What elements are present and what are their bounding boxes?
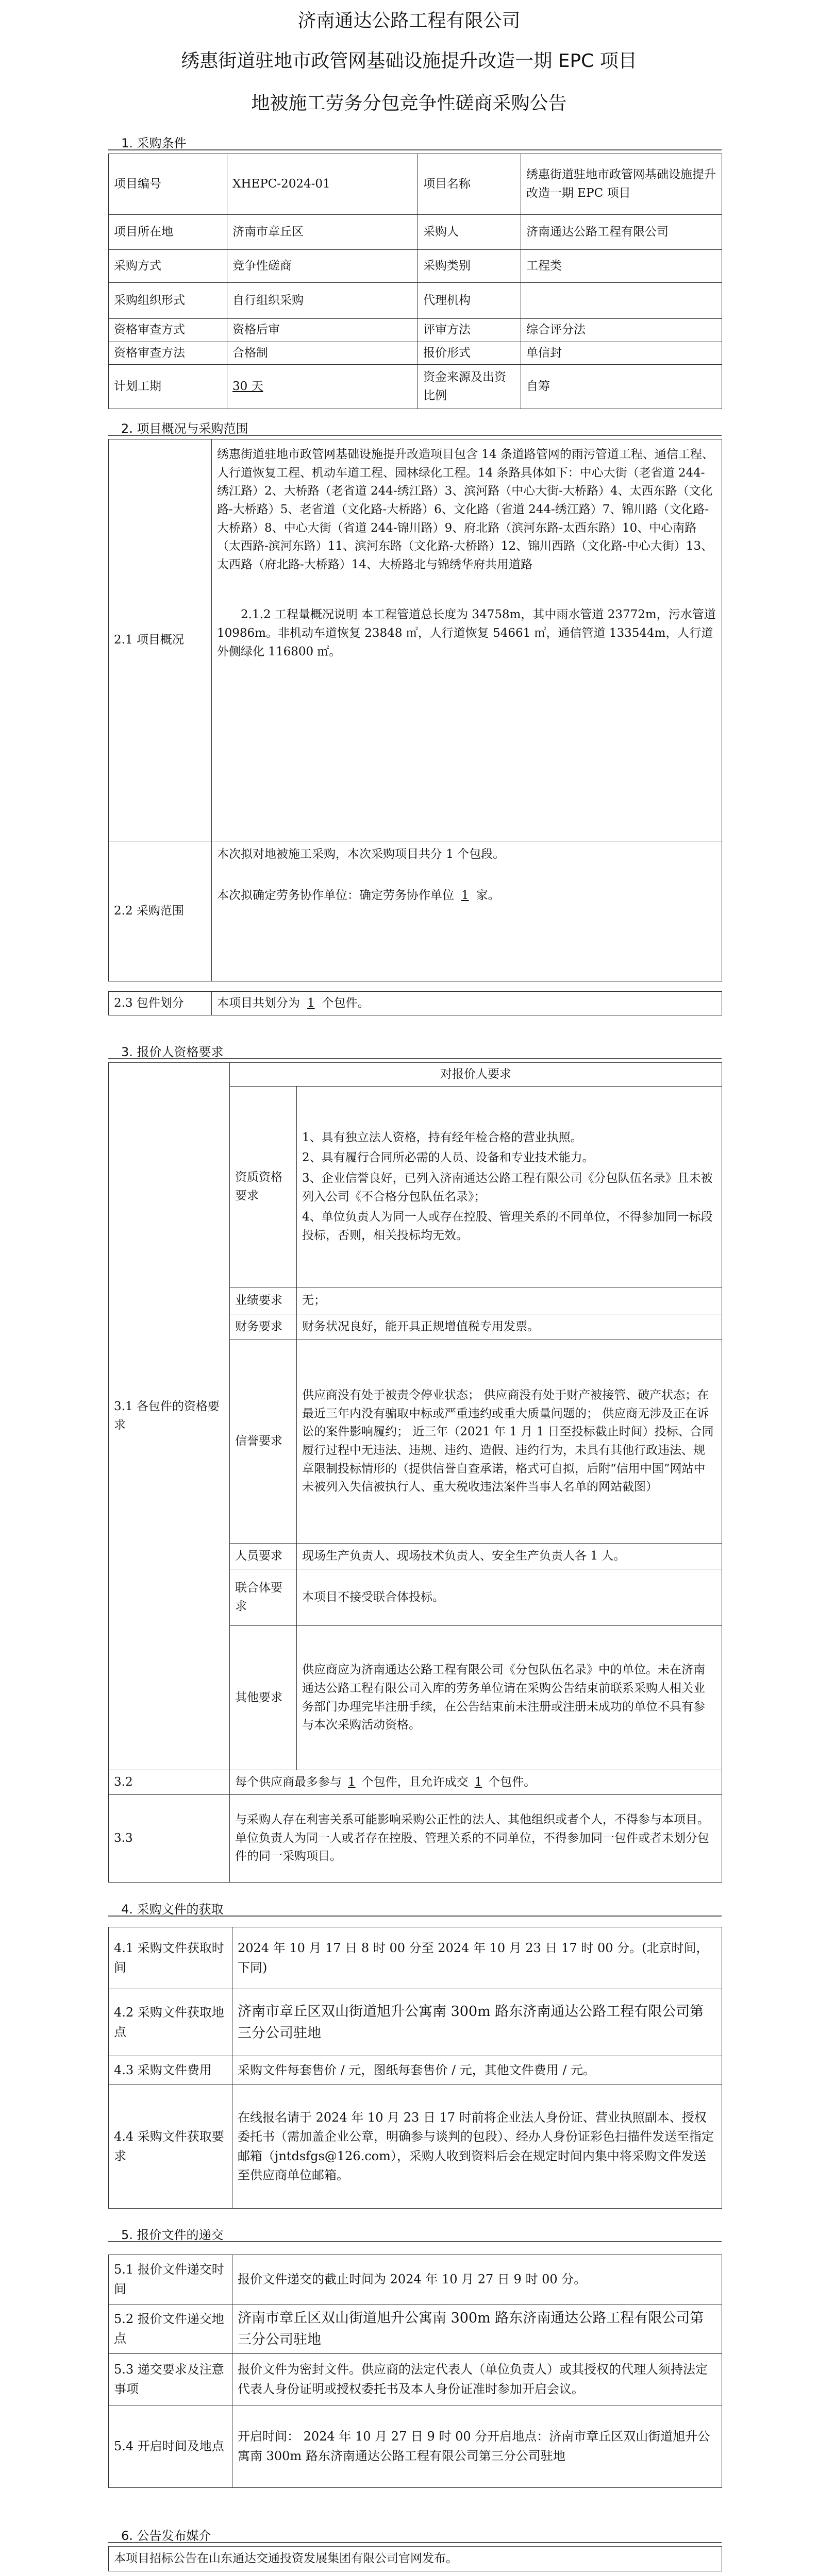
section-4-heading: 4. 采购文件的获取 [121,1902,224,1917]
requirement-key: 联合体要求 [230,1569,297,1626]
cell-label: 项目所在地 [109,215,227,250]
cell-label: 采购组织形式 [109,283,227,319]
row-label: 3.3 [109,1795,230,1883]
project-title: 绣惠街道驻地市政管网基础设施提升改造一期 EPC 项目 [181,50,637,72]
qualification-table [108,1062,722,1883]
cell-label: 代理机构 [418,283,521,319]
cell-label: 计划工期 [109,365,227,409]
cell-value: 济南通达公路工程有限公司 [521,215,722,250]
scope-number: 1 [461,888,469,902]
package-label: 2.3 包件划分 [109,992,212,1015]
row-value: 采购文件每套售价 / 元，图纸每套售价 / 元，其他文件费用 / 元。 [232,2056,722,2085]
scope-text: 本次拟确定劳务协作单位：确定劳务协作单位 [217,888,454,902]
row-value [230,1770,722,1795]
row-value: 报价文件为密封文件。供应商的法定代表人（单位负责人）或其授权的代理人须持法定代表人身份证明或授权委托书及本人身份证准时参加开启会议。 [232,2354,722,2405]
table-row [109,2085,722,2209]
requirement-key: 其他要求 [230,1626,297,1770]
table-row [109,283,722,319]
requirement-key: 信誉要求 [230,1340,297,1544]
announcement-title: 地被施工劳务分包竞争性磋商采购公告 [251,93,567,114]
row-label: 4.2 采购文件获取地点 [109,1989,232,2056]
cell-value: 单信封 [521,342,722,365]
cell-label: 项目名称 [418,154,521,215]
requirement-line: 4、单位负责人为同一人或存在控股、管理关系的不同单位，不得参加同一标段投标，否则，相关投标均无效。 [302,1210,713,1242]
overview-paragraph: 绣惠街道驻地市政管网基础设施提升改造项目包含 14 条道路管网的雨污管道工程、通信工程、人行道恢复工程、机动车道工程、园林绿化工程。14 条路具体如下：中心大街（老省道 244-绣江路）2、大桥路（老省道 244-绣江路）3、滨河路（中心大街-大桥路）4、太西东路（文化路-大桥路）5、老省道（文化路-大桥路）6、文化路（省道 244-绣江路）7、锦川路（文化路-大桥路）8、中心大街（省道 244-锦川路）9、府北路（滨河东路-太西东路）10、中心南路（太西路-滨河东路）11、滨河东路（文化路-大桥路）12、锦川西路（文化路-中心大街）13、太西路（府北路-大桥路）14、大桥路北与锦绣华府共用道路 [217,448,714,571]
row-value: 在线报名请于 2024 年 10 月 23 日 17 时前将企业法人身份证、营业执照副本、授权委托书（需加盖企业公章，明确参与谈判的包段）、经办人身份证彩色扫描件发送至指定邮箱（jntdsfgs@126.com），采购人收到资料后会在规定时间内集中将采购文件发送至供应商单位邮箱。 [232,2085,722,2209]
cell-label: 采购方式 [109,250,227,283]
package-text: 个包件。 [322,996,370,1010]
table-row [109,250,722,283]
overview-content [212,439,722,841]
cell-value: 济南市章丘区 [227,215,418,250]
cell-label: 评审方法 [418,319,521,342]
cell-value: 资格后审 [227,319,418,342]
document-acquisition-table [108,1927,722,2209]
row-text: 个包件。 [488,1775,536,1789]
cell-label: 项目编号 [109,154,227,215]
package-number: 1 [307,996,315,1010]
table-row [109,154,722,215]
overview-label: 2.1 项目概况 [109,439,212,841]
row-value: 与采购人存在利害关系可能影响采购公正性的法人、其他组织或者个人，不得参与本项目。单位负责人为同一人或者存在控股、管理关系的不同单位，不得参加同一包件或者未划分包件的同一采购项目。 [230,1795,722,1883]
quantity-paragraph: 2.1.2 工程量概况说明 本工程管道总长度为 34758m，其中雨水管道 23772m，污水管道 10986m。非机动车道恢复 23848 ㎡，人行道恢复 54661 ㎡，通信管道 133544m，人行道外侧绿化 116800 ㎡。 [217,608,716,658]
requirement-line: 1、具有独立法人资格，持有经年检合格的营业执照。 [302,1130,582,1144]
requirement-value: 供应商没有处于被责令停业状态； 供应商没有处于财产被接管、破产状态；在最近三年内没有骗取中标或严重违约或重大质量问题的； 供应商无涉及正在诉讼的案件影响履约； 近三年（2021 年 1 月 1 日至投标截止时间）投标、合同履行过程中无违法、违规、违约、造假、违约行为，未具有其他行政违法、规章限制投标情形的（提供信誉自查承诺，格式可自拟，后附“信用中国”网站中未被列入失信被执行人、重大税收违法案件当事人名单的网站截图） [297,1340,722,1544]
table-row [109,365,722,409]
section-divider [108,435,722,436]
table-row [109,1063,722,1087]
requirement-header: 对报价人要求 [230,1063,722,1087]
cell-value: 综合评分法 [521,319,722,342]
table-row [109,1927,722,1989]
row-value: 济南市章丘区双山街道旭升公寓南 300m 路东济南通达公路工程有限公司第三分公司驻地 [232,1989,722,2056]
cell-value: 30 天 [227,365,418,409]
cell-value: 绣惠街道驻地市政管网基础设施提升改造一期 EPC 项目 [521,154,722,215]
section-divider [108,2241,722,2242]
table-row [109,1989,722,2056]
table-row [109,439,722,841]
cell-label: 报价形式 [418,342,521,365]
table-row [109,2405,722,2488]
package-content [212,992,722,1015]
media-table [108,2546,722,2571]
requirement-line: 2、具有履行合同所必需的人员、设备和专业技术能力。 [302,1151,594,1165]
cell-value: 工程类 [521,250,722,283]
requirement-key: 业绩要求 [230,1287,297,1314]
cell-label: 采购类别 [418,250,521,283]
row-label: 4.3 采购文件费用 [109,2056,232,2085]
row-value: 2024 年 10 月 17 日 8 时 00 分至 2024 年 10 月 23 日 17 时 00 分。(北京时间，下同) [232,1927,722,1989]
company-title: 济南通达公路工程有限公司 [297,10,521,31]
section-2-heading: 2. 项目概况与采购范围 [121,421,248,436]
requirement-key: 财务要求 [230,1314,297,1340]
requirement-value [297,1087,722,1287]
scope-label: 2.2 采购范围 [109,841,212,981]
row-label: 5.3 递交要求及注意事项 [109,2354,232,2405]
table-row [109,2354,722,2405]
row-value: 报价文件递交的截止时间为 2024 年 10 月 27 日 9 时 00 分。 [232,2255,722,2304]
cell-value: 竞争性磋商 [227,250,418,283]
qualification-group-label: 3.1 各包件的资格要求 [109,1063,230,1770]
submission-table [108,2255,722,2488]
row-label: 3.2 [109,1770,230,1795]
cell-label: 资格审查方法 [109,342,227,365]
section-1-heading: 1. 采购条件 [121,136,187,150]
table-row [109,1795,722,1883]
requirement-value: 现场生产负责人、现场技术负责人、安全生产负责人各 1 人。 [297,1544,722,1569]
row-text: 每个供应商最多参与 [235,1775,342,1789]
row-value: 开启时间： 2024 年 10 月 27 日 9 时 00 分开启地点：济南市章丘区双山街道旭升公寓南 300m 路东济南通达公路工程有限公司第三分公司驻地 [232,2405,722,2488]
section-5-heading: 5. 报价文件的递交 [121,2228,224,2242]
requirement-key: 人员要求 [230,1544,297,1569]
row-number: 1 [474,1775,482,1789]
procurement-conditions-table [108,154,722,409]
section-divider [108,2542,722,2543]
requirement-key: 资质资格要求 [230,1087,297,1287]
row-label: 5.2 报价文件递交地点 [109,2304,232,2354]
table-row [109,2547,722,2571]
section-6-heading: 6. 公告发布媒介 [121,2529,211,2543]
media-text: 本项目招标公告在山东通达交通投资发展集团有限公司官网发布。 [109,2547,722,2571]
table-row [109,342,722,365]
scope-units-paragraph [217,886,716,906]
cell-value: 自行组织采购 [227,283,418,319]
scope-content [212,841,722,981]
requirement-value: 供应商应为济南通达公路工程有限公司《分包队伍名录》中的单位。未在济南通达公路工程有限公司入库的劳务单位请在采购公告结束前联系采购人相关业务部门办理完毕注册手续，在公告结束前未注册或注册未成功的单位不具有参与本次采购活动资格。 [297,1626,722,1770]
cell-value: 自筹 [521,365,722,409]
requirement-value: 财务状况良好，能开具正规增值税专用发票。 [297,1314,722,1340]
table-row [109,841,722,981]
section-divider [108,149,722,150]
cell-value [521,283,722,319]
table-row [109,2255,722,2304]
package-table [108,991,722,1015]
cell-label: 资格审查方式 [109,319,227,342]
row-label: 4.1 采购文件获取时间 [109,1927,232,1989]
row-label: 4.4 采购文件获取要求 [109,2085,232,2209]
table-row [109,2304,722,2354]
cell-value: XHEPC-2024-01 [227,154,418,215]
package-text: 本项目共划分为 [217,996,300,1010]
row-number: 1 [348,1775,356,1789]
cell-label: 采购人 [418,215,521,250]
table-row [109,319,722,342]
row-value: 济南市章丘区双山街道旭升公寓南 300m 路东济南通达公路工程有限公司第三分公司驻地 [232,2304,722,2354]
table-row [109,992,722,1015]
scope-paragraph: 本次拟对地被施工采购，本次采购项目共分 1 个包段。 [217,848,505,861]
table-row [109,1770,722,1795]
table-row [109,2056,722,2085]
section-divider [108,1916,722,1917]
section-3-heading: 3. 报价人资格要求 [121,1045,224,1059]
cell-label: 资金来源及出资比例 [418,365,521,409]
cell-value: 合格制 [227,342,418,365]
requirement-value: 本项目不接受联合体投标。 [297,1569,722,1626]
project-overview-table [108,439,722,981]
section-divider [108,1058,722,1059]
table-row [109,215,722,250]
row-label: 5.4 开启时间及地点 [109,2405,232,2488]
scope-text: 家。 [476,888,500,902]
requirement-line: 3、企业信誉良好，已列入济南通达公路工程有限公司《分包队伍名录》且未被列入公司《不合格分包队伍名录》； [302,1171,713,1204]
row-text: 个包件，且允许成交 [361,1775,469,1789]
requirement-value: 无； [297,1287,722,1314]
row-label: 5.1 报价文件递交时间 [109,2255,232,2304]
